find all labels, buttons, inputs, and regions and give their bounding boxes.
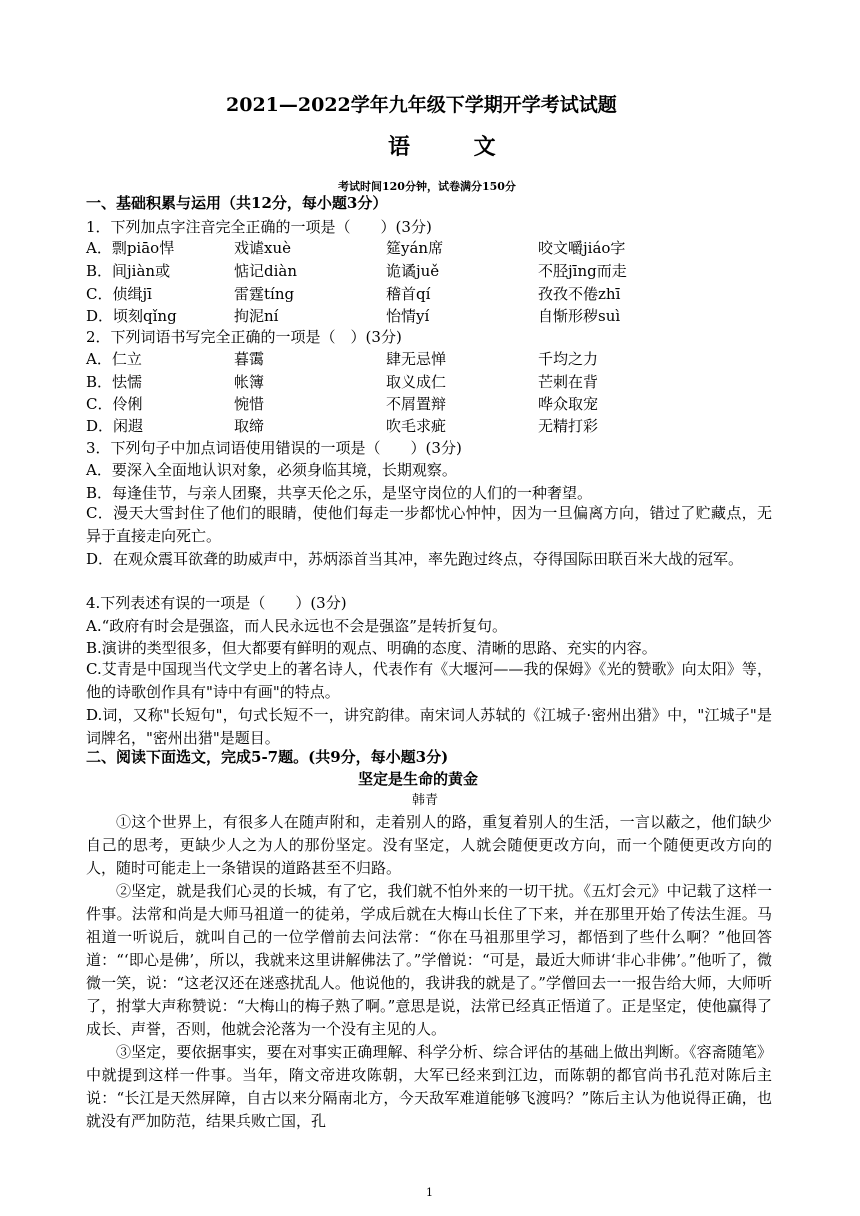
q1-b2: 惦记diàn — [234, 262, 298, 280]
q4-option-a: A.“政府有时会是强盗，而人民永远也不会是强盗”是转折复句。 — [86, 617, 507, 635]
q1-a1: A．剽piāo悍 — [86, 239, 175, 257]
q2-a2: 暮霭 — [234, 350, 265, 368]
q1-stem: 1．下列加点字注音完全正确的一项是（ ）(3分) — [86, 218, 432, 236]
q3-stem: 3．下列句子中加点词语使用错误的一项是（ ）(3分) — [86, 439, 462, 457]
q2-d3: 吹毛求疵 — [386, 417, 447, 435]
q1-a2: 戏谑xuè — [234, 239, 291, 257]
q2-c1: C．伶俐 — [86, 395, 143, 413]
subject-title: 语 文 — [388, 134, 524, 160]
q1-b1: B．间jiàn或 — [86, 262, 171, 280]
section1-heading: 一、基础积累与运用（共12分，每小题3分） — [86, 194, 388, 212]
q1-c1: C．侦缉jī — [86, 285, 152, 303]
q2-b4: 芒刺在背 — [538, 373, 599, 391]
exam-info: 考试时间120分钟，试卷满分150分 — [338, 180, 516, 193]
article-paragraph-3: ③坚定，要依据事实，要在对事实正确理解、科学分析、综合评估的基础上做出判断。《容斋随笔》中就提到这样一件事。当年，隋文帝进攻陈朝，大军已经来到江边，而陈朝的都官尚书孔范对陈后主说：“长江是天然屏障，自古以来分隔南北方，今天敌军难道能够飞渡吗？”陈后主认为他说得正确，也就没有严加防范，结果兵败亡国，孔 — [86, 1043, 772, 1130]
q1-d3: 怡情yí — [386, 307, 430, 325]
q1-d4: 自惭形秽suì — [538, 307, 621, 325]
section2-heading: 二、阅读下面选文，完成5-7题。(共9分，每小题3分) — [86, 748, 449, 766]
page-title: 2021—2022学年九年级下学期开学考试试题 — [226, 94, 617, 116]
q1-b3: 诡谲juě — [386, 262, 440, 280]
q2-b3: 取义成仁 — [386, 373, 447, 391]
q1-a4: 咬文嚼jiáo字 — [538, 239, 626, 257]
q2-a1: A．仁立 — [86, 350, 142, 368]
q4-option-d: D.词，又称"长短句"，句式长短不一，讲究韵律。南宋词人苏轼的《江城子·密州出猎》中，"江城子"是词牌名，"密州出猎"是题目。 — [86, 706, 772, 747]
page-number: 1 — [426, 1186, 433, 1199]
q2-stem: 2．下列词语书写完全正确的一项是（ ）(3分) — [86, 328, 402, 346]
q3-option-c: C．漫天大雪封住了他们的眼睛，使他们每走一步都忧心忡忡，因为一旦偏离方向，错过了贮藏点，无异于直接走向死亡。 — [86, 504, 772, 545]
q3-option-a: A．要深入全面地认识对象，必须身临其境，长期观察。 — [86, 461, 457, 479]
article-paragraph-1: ①这个世界上，有很多人在随声附和，走着别人的路，重复着别人的生活，一言以蔽之，他们缺少自己的思考，更缺少人之为人的那份坚定。没有坚定，人就会随便更改方向，而一个随便更改方向的人，随时可能走上一条错误的道路甚至不归路。 — [86, 813, 772, 877]
article-author: 韩青 — [412, 793, 439, 808]
q4-option-b: B.演讲的类型很多，但大都要有鲜明的观点、明确的态度、清晰的思路、充实的内容。 — [86, 639, 657, 657]
q2-c3: 不屑置辩 — [386, 395, 447, 413]
article-title: 坚定是生命的黄金 — [358, 770, 479, 788]
q1-d2: 拘泥ní — [234, 307, 279, 325]
q2-d1: D．闲遐 — [86, 417, 144, 435]
q4-option-c: C.艾青是中国现当代文学史上的著名诗人，代表作有《大堰河——我的保姆》《光的赞歌》向太阳》等，他的诗歌创作具有"诗中有画"的特点。 — [86, 660, 772, 701]
q1-c3: 稽首qí — [386, 285, 431, 303]
q1-d1: D．顷刻qǐng — [86, 307, 177, 325]
q2-b1: B．怯懦 — [86, 373, 143, 391]
q2-a4: 千均之力 — [538, 350, 599, 368]
q4-stem: 4.下列表述有误的一项是（ ）(3分) — [86, 594, 347, 612]
q2-a3: 肆无忌惮 — [386, 350, 447, 368]
q2-d4: 无精打彩 — [538, 417, 599, 435]
q1-a3: 筵yán席 — [386, 239, 444, 257]
q1-b4: 不胫jīng而走 — [538, 262, 627, 280]
q1-c4: 孜孜不倦zhī — [538, 285, 621, 303]
q2-c2: 惋惜 — [234, 395, 265, 413]
q2-b2: 帐簿 — [234, 373, 265, 391]
q1-c2: 雷霆tíng — [234, 285, 295, 303]
q3-option-d: D．在观众震耳欲聋的助威声中，苏炳添首当其冲，率先跑过终点，夺得国际田联百米大战的冠军。 — [86, 550, 744, 568]
article-paragraph-2: ②坚定，就是我们心灵的长城，有了它，我们就不怕外来的一切干扰。《五灯会元》中记载了这样一件事。法常和尚是大师马祖道一的徒弟，学成后就在大梅山长住了下来，并在那里开始了传法生涯。马祖道一听说后，就叫自己的一位学僧前去问法常：“你在马祖那里学习，都悟到了些什么啊？”他回答道：“‘即心是佛’，所以，我就来这里讲解佛法了。”学僧说：“可是，最近大师讲‘非心非佛’。”他听了，微微一笑，说：“这老汉还在迷惑扰乱人。他说他的，我讲我的就是了。”学僧回去一一报告给大师，大师听了，拊掌大声称赞说：“大梅山的梅子熟了啊。”意思是说，法常已经真正悟道了。正是坚定，使他赢得了成长、声誉，否则，他就会沦落为一个没有主见的人。 — [86, 882, 772, 1038]
q2-c4: 哗众取宠 — [538, 395, 599, 413]
q3-option-b: B．每逢佳节，与亲人团聚，共享天伦之乐，是坚守岗位的人们的一种奢望。 — [86, 484, 593, 502]
q2-d2: 取缔 — [234, 417, 265, 435]
